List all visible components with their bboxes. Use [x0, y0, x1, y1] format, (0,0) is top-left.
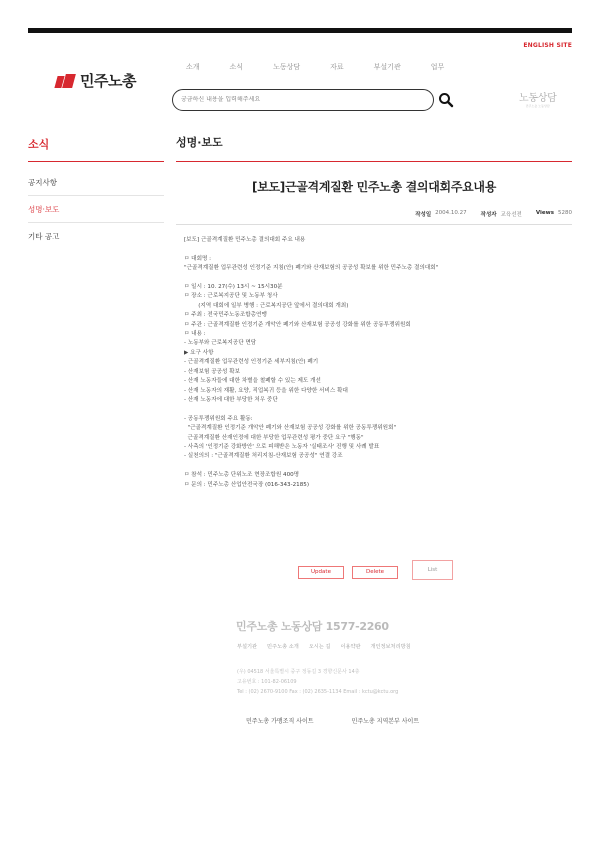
counsel-subtitle: 민주노총 노동상담 [525, 104, 550, 108]
page-title: 성명·보도 [176, 136, 223, 149]
article-body-line: ㅁ 장소 : 근로복지공단 및 노동부 청사 [184, 293, 278, 300]
author-label: 작성자 [480, 212, 497, 218]
footer-link-affiliates[interactable]: 부설기관 [237, 644, 258, 650]
article-body-line: "근골격계질환 인정기준 개악안 폐기와 산재보험 공공성 강화를 위한 공동투쟁위원회" [184, 425, 397, 432]
search-box [172, 89, 434, 111]
article-body-line: [보도] 근골격계질환 민주노총 결의대회 주요 내용 [184, 237, 306, 243]
article-body [184, 236, 564, 490]
footer-title: 민주노총 노동상담 1577-2260 [236, 620, 389, 633]
article-body-line: 근골격계질환 산재인정에 대한 부당한 업무관련성 평가 중단 요구 "행동" [184, 434, 364, 441]
logo-mark-icon [56, 73, 76, 89]
views-value: 5280 [558, 210, 572, 216]
footer-site-regional-link[interactable]: 민주노총 지역본부 사이트 [351, 718, 420, 725]
article-body-line [184, 245, 564, 254]
main-divider [176, 161, 572, 162]
sidebar-item-other-notices[interactable]: 기타 공고 [28, 232, 60, 241]
footer-link-privacy[interactable]: 개인정보처리방침 [370, 644, 411, 650]
article-body-line: - 산재 노동자에 대한 부당한 처우 중단 [184, 396, 278, 403]
footer-contact: Tel : (02) 2670-9100 Fax : (02) 2635-1134 Email : kctu@kctu.org [237, 689, 399, 695]
english-site-link[interactable]: ENGLISH SITE [523, 42, 572, 49]
nav-item-counsel[interactable]: 노동상담 [273, 63, 301, 71]
counsel-title: 노동상담 [519, 93, 557, 104]
nav-item-resources[interactable]: 자료 [330, 63, 344, 71]
sidebar-item-notice[interactable]: 공지사항 [28, 178, 57, 187]
article-body-line [184, 405, 564, 414]
article-body-line: - 산재 노동자의 재활, 요양, 직업복귀 등을 위한 다양한 서비스 확대 [184, 387, 348, 394]
main-nav [186, 62, 474, 72]
nav-item-work[interactable]: 업무 [430, 63, 445, 71]
footer-link-intro[interactable]: 민주노총 소개 [267, 644, 299, 650]
sidebar-item-statements[interactable]: 성명·보도 [28, 205, 60, 214]
article-title: [보도]근골격계질환 민주노총 결의대회주요내용 [252, 180, 496, 194]
article-body-line: ㅁ 주최 : 전국민주노동조합총연맹 [184, 312, 267, 319]
sidebar-divider [28, 161, 164, 162]
sidebar-item-divider [28, 195, 164, 196]
author-value: 교육선전 [500, 212, 522, 218]
footer-bizno: 고유번호 : 101-82-06109 [237, 679, 297, 685]
sidebar-menu [28, 178, 59, 259]
delete-button[interactable]: Delete [352, 566, 398, 579]
footer-address: (우) 04518 서울특별시 중구 정동길 3 경향신문사 14층 [237, 669, 360, 675]
footer-link-directions[interactable]: 오시는 길 [308, 644, 331, 650]
footer-link-terms[interactable]: 이용약관 [340, 644, 361, 650]
update-button[interactable]: Update [298, 566, 344, 579]
article-body-line: - 근골격계질환 업무관련성 인정기준 세부지침(안) 폐기 [184, 359, 319, 366]
list-button[interactable]: List [412, 560, 453, 580]
counsel-link[interactable] [519, 89, 556, 108]
article-body-line: - 산재 노동자들에 대한 차별을 철폐할 수 있는 제도 개선 [184, 378, 321, 385]
article-body-line: - 공동투쟁위원회 주요 활동: [184, 415, 253, 422]
logo[interactable] [56, 70, 136, 91]
article-body-line: (지역 대회에 일부 병행 : 근로복지공단 앞에서 결의대회 개최) [184, 302, 349, 309]
article-body-line: ㅁ 대회명 : [184, 255, 212, 262]
top-bar [28, 28, 572, 33]
article-body-line: "근골격계질환 업무관련성 인정기준 지침(안) 폐기와 산재보험의 공공성 확보를 위한 민주노총 결의대회" [184, 265, 439, 272]
article-body-line: ㅁ 문의 : 민주노총 산업안전국장 (016-343-2185) [184, 481, 310, 488]
search-icon[interactable] [438, 92, 454, 108]
article-body-line: ㅁ 내용 : [184, 331, 206, 338]
article-body-line [184, 462, 564, 471]
views-label: Views [535, 210, 554, 216]
logo-text: 민주노총 [80, 72, 136, 90]
article-body-line: ㅁ 주관 : 근골격계질환 인정기준 개악안 폐기와 산재보험 공공성 강화를 위한 공동투쟁위원회 [184, 321, 411, 328]
footer-site-affiliates-link[interactable]: 민주노총 가맹조직 사이트 [246, 718, 314, 725]
article-body-line: - 사측의 '인정기준 강화방안' 으로 피해받은 노동자 '실태조사' 진행 및 사례 발표 [184, 443, 380, 450]
article-body-line: ㅁ 일시 : 10. 27(수) 13시 ~ 15시30분 [184, 284, 283, 291]
article-body-line: - 산재보험 공공성 확보 [184, 368, 240, 375]
footer-info [237, 667, 398, 697]
nav-item-news[interactable]: 소식 [229, 63, 244, 71]
date-label: 작성일 [415, 212, 432, 218]
article-body-line [184, 274, 564, 283]
article-body-line: ㅁ 참석 : 민주노총 단위노조 현장조합원 400명 [184, 472, 300, 479]
article-meta [415, 210, 572, 218]
article-body-line: - 노동부와 근로복지공단 면담 [184, 340, 257, 347]
search-input[interactable] [181, 96, 421, 103]
meta-divider [176, 224, 572, 225]
date-value: 2004.10.27 [435, 210, 467, 216]
footer-sites [246, 716, 419, 725]
article-body-line: - 실천의의 : "근골격계질환 처리지침-산재보험 공공성" 연결 강조 [184, 453, 343, 460]
footer-links [237, 643, 421, 650]
sidebar-item-divider [28, 222, 164, 223]
sidebar-title: 소식 [28, 138, 50, 151]
nav-item-affiliates[interactable]: 부설기관 [373, 63, 401, 71]
nav-item-intro[interactable]: 소개 [186, 63, 200, 71]
article-body-line: ▶ 요구 사항 [184, 349, 214, 356]
